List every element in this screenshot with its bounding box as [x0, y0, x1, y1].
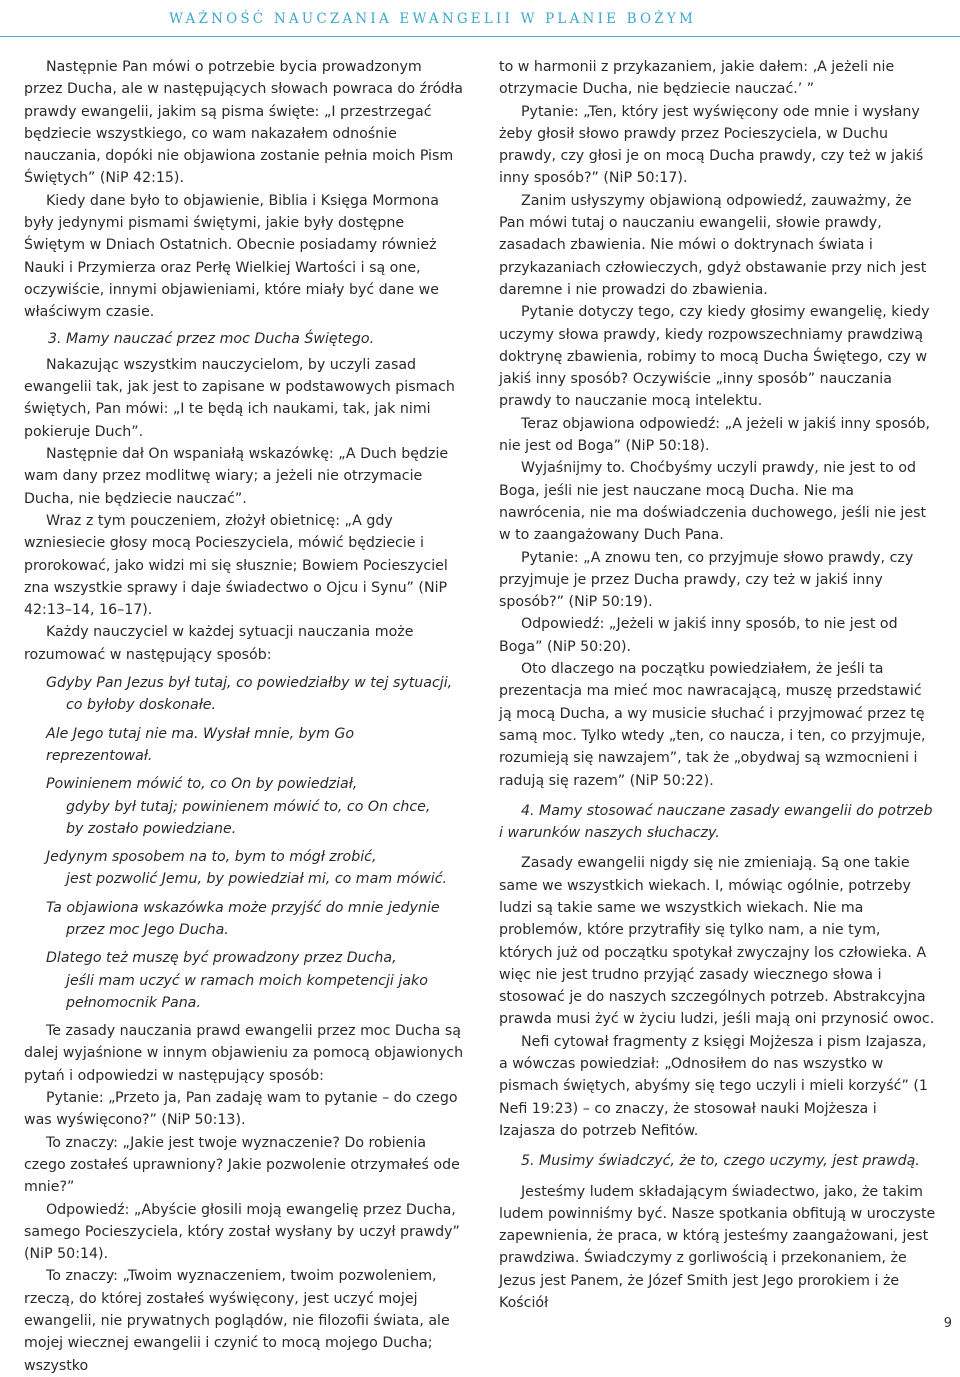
paragraph: Nefi cytował fragmenty z księgi Mojżesza i pism Izajasza, a wówczas powiedział: „Odnosiłem do nas wszystko w pismach świętych, abyśmy się tego uczyli i mieli korzyść” (1 Nefi 19:23) – co znaczy, że stosował nauki Mojżesza i Izajasza do potrzeb Nefitów. [499, 1033, 928, 1139]
paragraph: Te zasady nauczania prawd ewangelii przez moc Ducha są dalej wyjaśnione w innym objawieniu za pomocą objawionych pytań i odpowiedzi w następujący sposób: [24, 1023, 464, 1084]
verse-stanza [46, 897, 464, 942]
paragraph: Odpowiedź: „Jeżeli w jakiś inny sposób, to nie jest od Boga” (NiP 50:20). [499, 616, 898, 655]
paragraph: To znaczy: „Jakie jest twoje wyznaczenie? Do robienia czego zostałeś uprawniony? Jakie pozwolenie otrzymałeś ode mnie?” [24, 1134, 460, 1196]
verse-line: Ta objawiona wskazówka może przyjść do mnie jedynie [46, 899, 440, 916]
verse-line: Jedynym sposobem na to, bym to mógł zrobić, [46, 849, 377, 866]
paragraph: Każdy nauczyciel w każdej sytuacji nauczania może rozumować w następujący sposób: [24, 624, 414, 663]
verse-line: jeśli mam uczyć w ramach moich kompetencji jako [66, 972, 428, 989]
left-column [24, 56, 464, 1377]
verse-stanza [46, 672, 464, 717]
section-heading-3: 3. Mamy nauczać przez moc Ducha Świętego. [48, 330, 375, 347]
paragraph: Nakazując wszystkim nauczycielom, by uczyli zasad ewangelii tak, jak jest to zapisane w podstawowych pismach świętych, Pan mówi: „I te będą ich naukami, tak, jak nimi pokieruje Duch”. [24, 356, 455, 440]
verse-line: gdyby był tutaj; powinienem mówić to, co On chce, [66, 798, 431, 815]
verse-line: pełnomocnik Pana. [66, 994, 201, 1011]
verse-stanza [46, 846, 464, 891]
paragraph: Jesteśmy ludem składającym świadectwo, jako, że takim ludem powinniśmy być. Nasze spotkania obfitują w uroczyste zapewnienia, że praca, w którą jesteśmy zaangażowani, jest prawdziwa. Świadczymy z gorliwością i przekonaniem, że Jezus jest Panem, że Józef Smith jest Jego prorokiem i że Kościół [499, 1183, 936, 1312]
paragraph: Teraz objawiona odpowiedź: „A jeżeli w jakiś inny sposób, nie jest od Boga” (NiP 50:18). [499, 415, 930, 455]
paragraph: Zasady ewangelii nigdy się nie zmieniają. Są one takie same we wszystkich wiekach. I, mówiąc ogólnie, potrzeby ludzi są takie same we wszystkich wiekach. Nie ma problemów, które przytrafiły się tylko nam, a nie tym, których już od początku spotykał zwyczajny los człowieka. A więc nie jest trudno przyjąć zasady wiecznego słowa i stosować je do naszych szczególnych potrzeb. Abstrakcyjna prawda musi żyć w życiu ludzi, jeśli mają oni przynosić owoc. [499, 855, 935, 1028]
verse-line: co byłoby doskonałe. [66, 697, 217, 714]
paragraph: to w harmonii z przykazaniem, jakie dałem: ‚A jeżeli nie otrzymacie Ducha, nie będziecie nauczać.’ ” [499, 59, 895, 98]
verse-stanza [46, 723, 464, 768]
paragraph: Następnie Pan mówi o potrzebie bycia prowadzonym przez Ducha, ale w następujących słowach powraca do źródła prawdy ewangelii, jakim są pisma święte: „I przestrzegać będziecie wszystkiego, co wam nakazałem odnośnie nauczania, dopóki nie objawiona zostanie pełnia moich Pism Świętych” (NiP 42:15). [24, 59, 463, 187]
paragraph: Następnie dał On wspaniałą wskazówkę: „A Duch będzie wam dany przez modlitwę wiary; a jeżeli nie otrzymacie Ducha, nie będziecie nauczać”. [24, 446, 449, 507]
paragraph: Oto dlaczego na początku powiedziałem, że jeśli ta prezentacja ma mieć moc nawracającą, muszę przedstawić ją mocą Ducha, a wy musicie słuchać i przyjmować przez tę samą moc. Tylko wtedy „ten, co naucza, i ten, co przyjmuje, rozumieją się nawzajem”, tak że „obydwaj są wzmocnieni i radują się razem” (NiP 50:22). [499, 661, 926, 789]
running-header [0, 0, 960, 38]
paragraph: Wraz z tym pouczeniem, złożył obietnicę: „A gdy wzniesiecie głosy mocą Pocieszyciela, mówić będziecie i prorokować, jako widzi mi się słusznie; Bowiem Pocieszyciel zna wszystkie sprawy i daje świadectwo o Ojcu i Synu” (NiP 42:13–14, 16–17). [24, 512, 448, 619]
paragraph: Pytanie dotyczy tego, czy kiedy głosimy ewangelię, kiedy uczymy słowa prawdy, kiedy rozpowszechniamy prawdziwą doktrynę zbawienia, robimy to mocą Ducha Świętego, czy w jakiś inny sposób? Oczywiście „inny sposób” nauczania prawdy to nauczanie mocą intelektu. [499, 304, 930, 410]
verse-stanza [46, 773, 464, 840]
verse-line: Powinienem mówić to, co On by powiedział, [46, 776, 358, 793]
right-column [499, 56, 937, 1314]
section-heading-5: 5. Musimy świadczyć, że to, czego uczymy, jest prawdą. [521, 1153, 920, 1170]
verse-line: Dlatego też muszę być prowadzony przez Ducha, [46, 950, 397, 967]
verse-line: przez moc Jego Ducha. [66, 921, 229, 938]
header-rule [0, 36, 960, 37]
paragraph: Kiedy dane było to objawienie, Biblia i Księga Mormona były jedynymi pismami świętymi, jakie były dostępne Świętym w Dniach Ostatnich. Obecnie posiadamy również Nauki i Przymierza oraz Perłę Wielkiej Wartości i są one, oczywiście, innymi objawieniami, które miały być dane we właściwym czasie. [24, 192, 439, 321]
section-heading-4: 4. Mamy stosować nauczane zasady ewangelii do potrzeb i warunków naszych słuchaczy. [499, 802, 933, 842]
verse-line: jest pozwolić Jemu, by powiedział mi, co mam mówić. [66, 871, 448, 888]
italic-verse [46, 672, 464, 1014]
paragraph: Pytanie: „A znowu ten, co przyjmuje słowo prawdy, czy przyjmuje je przez Ducha prawdy, czy też w jakiś inny sposób?” (NiP 50:19). [499, 549, 914, 611]
page-number: 9 [943, 1316, 952, 1331]
paragraph: Zanim usłyszymy objawioną odpowiedź, zauważmy, że Pan mówi tutaj o nauczaniu ewangelii, słowie prawdy, zasadach zbawienia. Nie mówi o doktrynach świata i przykazaniach człowieczych, gdyż obstawanie przy nich jest daremne i nie prowadzi do zbawienia. [499, 192, 927, 298]
paragraph: Wyjaśnijmy to. Choćbyśmy uczyli prawdy, nie jest to od Boga, jeśli nie jest nauczane mocą Ducha. Nie ma nawrócenia, nie ma doświadczenia duchowego, jeśli nie jest w to zaangażowany Duch Pana. [499, 460, 927, 544]
verse-line: Gdyby Pan Jezus był tutaj, co powiedziałby w tej sytuacji, [46, 675, 453, 692]
paragraph: Odpowiedź: „Abyście głosili moją ewangelię przez Ducha, samego Pocieszyciela, który został wysłany by uczył prawdy” (NiP 50:14). [24, 1201, 460, 1263]
verse-stanza [46, 947, 464, 1014]
paragraph: Pytanie: „Przeto ja, Pan zadaję wam to pytanie – do czego was wyświęcono?” (NiP 50:13). [24, 1090, 458, 1129]
paragraph: Pytanie: „Ten, który jest wyświęcony ode mnie i wysłany żeby głosił słowo prawdy przez Pocieszyciela, w Duchu prawdy, czy głosi je on mocą Ducha prawdy, czy też w jakiś inny sposób?” (NiP 50:17). [499, 103, 924, 187]
paragraph: To znaczy: „Twoim wyznaczeniem, twoim pozwoleniem, rzeczą, do której zostałeś wyświęcony, jest uczyć mojej ewangelii, nie prywatnych poglądów, nie filozofii świata, ale mojej wiecznej ewangelii i czynić to mocą mojego Ducha; wszystko [24, 1268, 450, 1374]
verse-line: Ale Jego tutaj nie ma. Wysłał mnie, bym Go reprezentował. [46, 725, 355, 764]
header-title: WAŻNOŚĆ NAUCZANIA EWANGELII W PLANIE BOŻYM [169, 11, 696, 27]
verse-line: by zostało powiedziane. [66, 820, 237, 837]
